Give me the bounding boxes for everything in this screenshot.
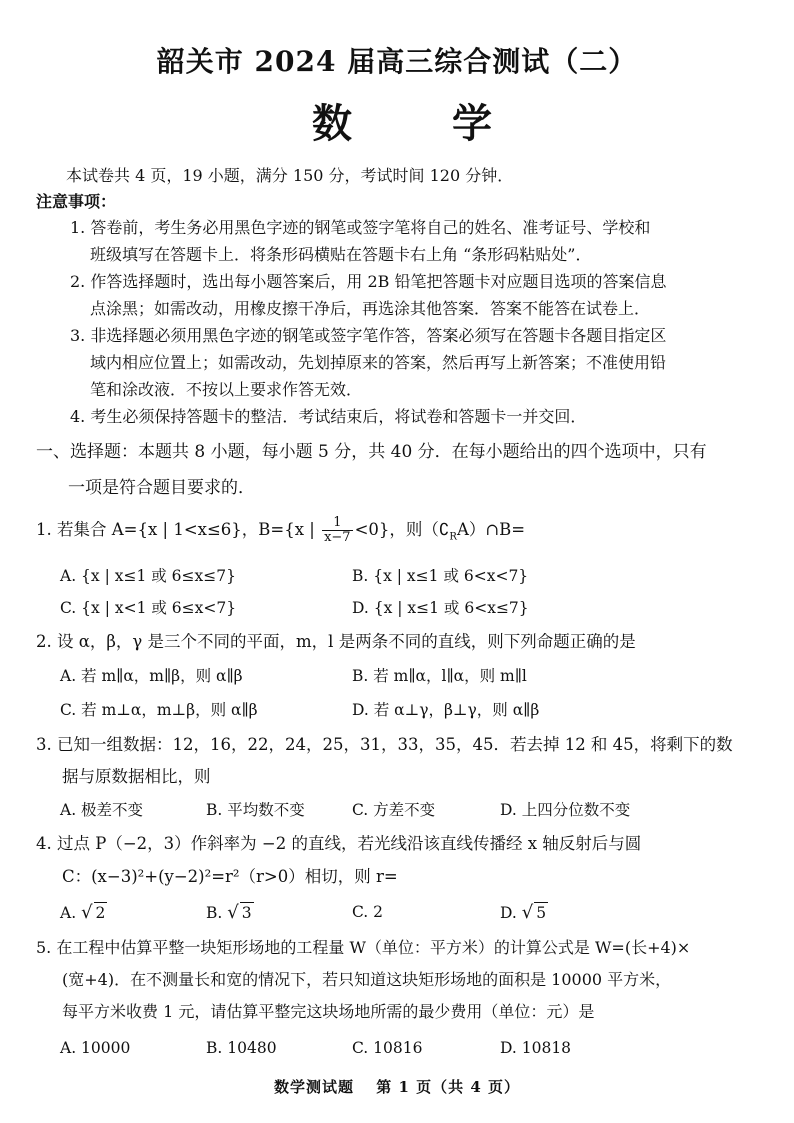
q4-option-a-radicand: 2 <box>95 904 106 922</box>
q4-option-a-label: A. <box>60 904 77 922</box>
q1-fraction <box>322 516 353 545</box>
note-line: 2. 作答选择题时，选出每小题答案后，用 2B 铅笔把答题卡对应题目选项的答案信息 <box>70 272 667 291</box>
question-5-stem-cont: (宽+4)．在不测量长和宽的情况下，若只知道这块矩形场地的面积是 10000 平方米， <box>62 970 672 989</box>
q1-frac-den: x−7 <box>324 530 351 545</box>
q4-option-d-label: D. <box>500 904 517 922</box>
q1-stem-part: A）∩B= <box>456 520 526 539</box>
question-3-stem: 3. 已知一组数据：12，16，22，24，25，31，33，35，45．若去掉 12 和 45，将剩下的数 <box>36 735 733 754</box>
q1-option-a: A. {x | x≤1 或 6≤x≤7} <box>60 567 236 585</box>
q2-option-d: D. 若 α⊥γ，β⊥γ，则 α∥β <box>352 701 540 719</box>
question-4-stem-cont: C：(x−3)²+(y−2)²=r²（r>0）相切，则 r= <box>62 867 398 886</box>
page-footer: 数学测试题 第 1 页（共 4 页） <box>274 1078 520 1096</box>
q1-subscript: R <box>449 531 457 543</box>
subject-title: 数 学 <box>312 100 522 147</box>
q1-option-c: C. {x | x<1 或 6≤x<7} <box>60 599 237 617</box>
note-line: 3. 非选择题必须用黑色字迹的钢笔或签字笔作答，答案必须写在答题卡各题目指定区 <box>70 326 667 345</box>
q5-option-d: D. 10818 <box>500 1039 572 1057</box>
q3-option-c: C. 方差不变 <box>352 801 436 819</box>
sqrt-sign-icon: √ <box>81 902 93 923</box>
sqrt-sign-icon: √ <box>521 902 534 923</box>
exam-title: 韶关市 2024 届高三综合测试（二） <box>156 45 638 78</box>
q2-option-a: A. 若 m∥α，m∥β，则 α∥β <box>60 667 243 685</box>
q2-option-c: C. 若 m⊥α，m⊥β，则 α∥β <box>60 701 258 719</box>
notes-heading: 注意事项： <box>36 192 117 211</box>
q4-option-c <box>352 902 383 922</box>
question-3-stem-cont: 据与原数据相比，则 <box>62 767 211 786</box>
question-1-stem <box>36 516 525 547</box>
q4-option-b-label: B. <box>206 904 223 922</box>
q4-option-b-radicand: 3 <box>241 904 252 922</box>
q3-option-b: B. 平均数不变 <box>206 801 305 819</box>
intro-text: 本试卷共 4 页，19 小题，满分 150 分，考试时间 120 分钟． <box>66 166 514 185</box>
q4-option-b <box>206 902 254 923</box>
question-2-stem: 2. 设 α，β，γ 是三个不同的平面，m，l 是两条不同的直线，则下列命题正确的是 <box>36 632 636 651</box>
note-line: 域内相应位置上；如需改动，先划掉原来的答案，然后再写上新答案；不准使用铅 <box>90 353 667 372</box>
q4-option-a <box>60 902 107 923</box>
question-5-stem: 5. 在工程中估算平整一块矩形场地的工程量 W（单位：平方米）的计算公式是 W=(长+4)× <box>36 938 691 957</box>
question-5-stem-cont: 每平方米收费 1 元，请估算平整完这块场地所需的最少费用（单位：元）是 <box>62 1002 595 1021</box>
q1-stem-part: 1. 若集合 A={x | 1<x≤6}，B={x | <box>36 520 321 539</box>
q1-option-b: B. {x | x≤1 或 6<x<7} <box>352 567 529 585</box>
note-line: 点涂黑；如需改动，用橡皮擦干净后，再选涂其他答案．答案不能答在试卷上． <box>90 299 651 318</box>
q4-option-d <box>500 902 548 923</box>
q5-option-c: C. 10816 <box>352 1039 423 1057</box>
note-line: 4. 考生必须保持答题卡的整洁．考试结束后，将试卷和答题卡一并交回． <box>70 407 587 426</box>
section-heading-cont: 一项是符合题目要求的． <box>68 478 255 498</box>
section-heading: 一、选择题：本题共 8 小题，每小题 5 分，共 40 分．在每小题给出的四个选项中，只有 <box>36 442 707 462</box>
q5-option-b: B. 10480 <box>206 1039 277 1057</box>
q4-option-d-radicand: 5 <box>536 904 547 922</box>
q3-option-d: D. 上四分位数不变 <box>500 801 631 819</box>
q3-option-a: A. 极差不变 <box>60 801 144 819</box>
q5-option-a: A. 10000 <box>60 1039 131 1057</box>
note-line: 笔和涂改液．不按以上要求作答无效． <box>90 380 363 399</box>
question-4-stem: 4. 过点 P（−2，3）作斜率为 −2 的直线，若光线沿该直线传播经 x 轴反射后与圆 <box>36 834 642 853</box>
note-line: 1. 答卷前，考生务必用黑色字迹的钢笔或签字笔将自己的姓名、准考证号、学校和 <box>70 218 651 237</box>
q1-option-d: D. {x | x≤1 或 6<x≤7} <box>352 599 529 617</box>
q4-option-c-label: C. 2 <box>352 903 384 921</box>
q1-frac-num: 1 <box>322 516 353 531</box>
note-line: 班级填写在答题卡上．将条形码横贴在答题卡右上角 “条形码粘贴处”． <box>90 245 592 264</box>
q1-stem-part: <0}，则（∁ <box>354 520 450 539</box>
sqrt-sign-icon: √ <box>227 902 239 923</box>
q2-option-b: B. 若 m∥α，l∥α，则 m∥l <box>352 667 527 685</box>
